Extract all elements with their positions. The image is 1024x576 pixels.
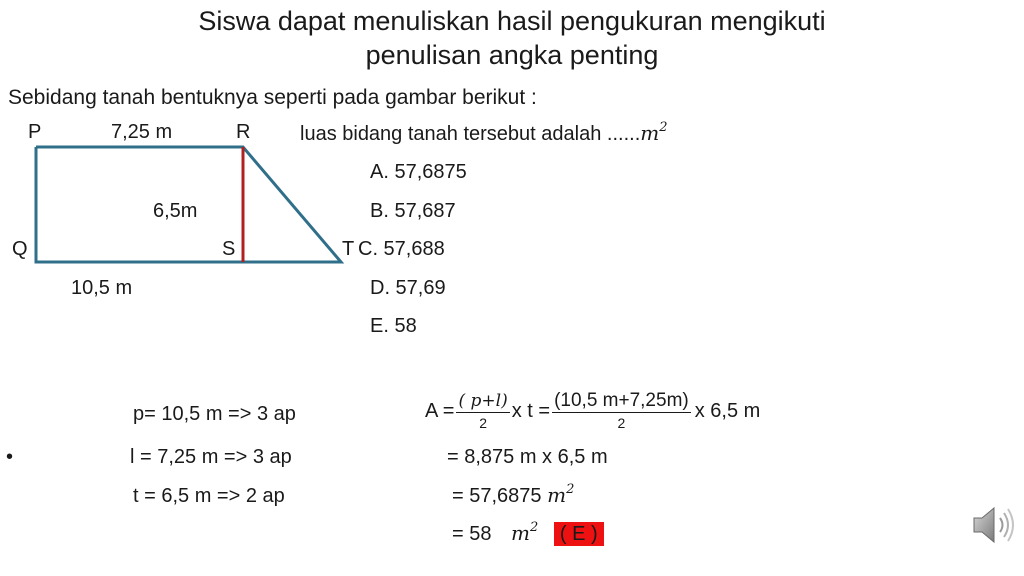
bullet: •	[6, 446, 14, 468]
fraction-1-denominator: 2	[479, 415, 487, 431]
option-b[interactable]: B. 57,687	[370, 200, 456, 222]
question-text	[300, 121, 668, 146]
step-3	[452, 521, 604, 546]
fraction-2	[552, 390, 691, 433]
option-e[interactable]: E. 58	[370, 315, 417, 337]
step-2-unit: m	[547, 483, 567, 507]
intro-text: Sebidang tanah bentuknya seperti pada gambar berikut :	[8, 86, 537, 109]
step-3-unit: m	[511, 521, 531, 545]
speaker-icon[interactable]	[968, 503, 1018, 547]
step-3-value: = 58	[452, 523, 492, 545]
vertex-q-label: Q	[12, 238, 28, 260]
option-d[interactable]: D. 57,69	[370, 277, 446, 299]
vertex-s-label: S	[222, 238, 236, 260]
question-unit-exp: 2	[659, 120, 668, 135]
given-l: l = 7,25 m => 3 ap	[130, 446, 292, 468]
option-a[interactable]: A. 57,6875	[370, 161, 467, 183]
height-label: 6,5m	[153, 200, 198, 222]
option-c[interactable]: C. 57,688	[358, 238, 445, 260]
times-t: x t =	[511, 400, 551, 422]
step-2-unit-exp: 2	[566, 482, 575, 497]
question-prompt: luas bidang tanah tersebut adalah ......	[300, 123, 641, 145]
vertex-t-label: T	[342, 238, 355, 260]
vertex-p-label: P	[28, 121, 42, 143]
vertex-r-label: R	[236, 121, 251, 143]
answer-badge: ( E )	[554, 522, 604, 546]
given-t: t = 6,5 m => 2 ap	[133, 485, 285, 507]
question-unit: m	[640, 121, 660, 145]
slide-title-line1: Siswa dapat menuliskan hasil pengukuran mengikuti	[198, 6, 826, 36]
fraction-1	[456, 390, 509, 433]
step-1: = 8,875 m x 6,5 m	[447, 446, 608, 468]
step-2	[452, 483, 574, 508]
given-p: p= 10,5 m => 3 ap	[133, 403, 296, 425]
step-3-unit-exp: 2	[530, 520, 539, 535]
area-formula	[425, 390, 760, 433]
top-length-label: 7,25 m	[111, 121, 173, 143]
fraction-2-denominator: 2	[617, 415, 626, 431]
formula-lhs: A =	[425, 400, 455, 422]
fraction-2-numerator: (10,5 m+7,25m)	[554, 390, 689, 411]
times-height: x 6,5 m	[694, 400, 761, 422]
step-2-value: = 57,6875	[452, 485, 542, 507]
bottom-length-label: 10,5 m	[71, 277, 133, 299]
fraction-1-numerator: ( p+l)	[458, 391, 508, 411]
slide-title-line2: penulisan angka penting	[365, 40, 659, 70]
